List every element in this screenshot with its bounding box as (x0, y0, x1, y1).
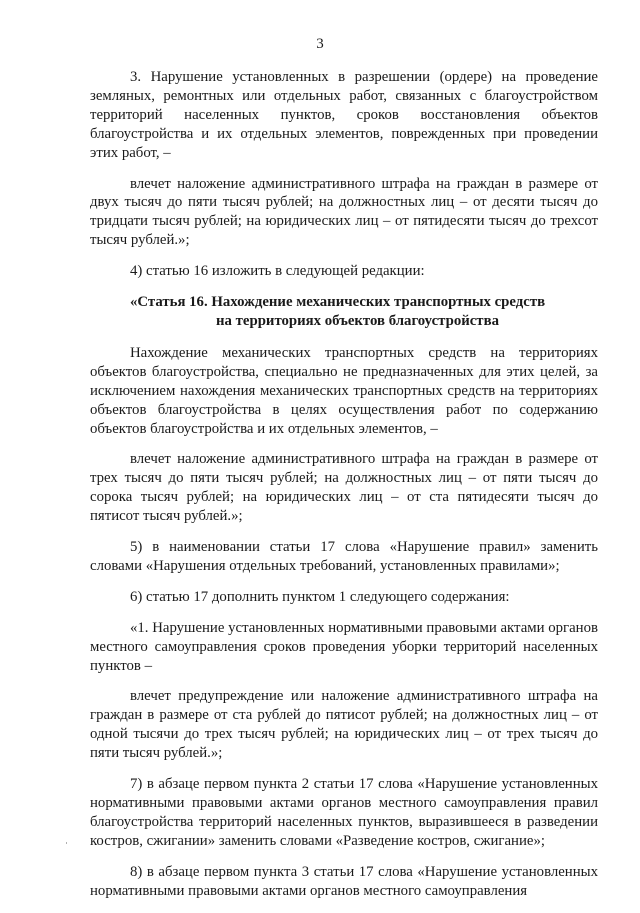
article-16-heading-line-1: «Статья 16. Нахождение механических транспортных средств (130, 294, 546, 311)
page-number: 3 (316, 36, 324, 52)
article-16-heading (90, 293, 598, 331)
paragraph-new-item-1-penalty: влечет предупреждение или наложение административного штрафа на граждан в размере от ста рублей до пятисот рублей; на должностных лиц – от одной тысячи до трех тысяч рублей; на юридических лиц – от трех тысяч до пяти тысяч рублей.»; (90, 688, 598, 762)
paragraph-amendment-5: 5) в наименовании статьи 17 слова «Нарушение правил» заменить словами «Нарушения отдельных требований, установленных правилами»; (90, 539, 598, 574)
paragraph-amendment-8: 8) в абзаце первом пункта 3 статьи 17 слова «Нарушение установленных нормативными правовыми актами органов местного самоуправления (90, 863, 598, 899)
paragraph-article-16-penalty: влечет наложение административного штрафа на граждан в размере от трех тысяч до пяти тысяч рублей; на должностных лиц – от пяти тысяч до сорока тысяч рублей; на юридических лиц – от ста пятидесяти тысяч до пятисот тысяч рублей.»; (90, 451, 598, 525)
paragraph-amendment-7: 7) в абзаце первом пункта 2 статьи 17 слова «Нарушение установленных нормативными правовыми актами органов местного самоуправления правил благоустройства территорий населенных пунктов, выразившееся в разведении костров, сжигании» заменить словами «Разведение костров, сжигание»; (90, 776, 598, 849)
paragraph-penalty-item-3: влечет наложение административного штрафа на граждан в размере от двух тысяч до пяти тысяч рублей; на должностных лиц – от десяти тысяч до тридцати тысяч рублей; на юридических лиц – от пятидесяти тысяч до трехсот тысяч рублей.»; (90, 175, 598, 249)
scan-speck (66, 842, 67, 844)
paragraph-new-item-1: «1. Нарушение установленных нормативными правовыми актами органов местного самоуправления сроков проведения уборки территорий населенных пунктов – (90, 619, 598, 674)
paragraph-article-16-body: Нахождение механических транспортных средств на территориях объектов благоустройства, специально не предназначенных для этих целей, за исключением нахождения механических транспортных средств на территориях объектов благоустройства в целях осуществления работ по содержанию объектов благоустройства и их отдельных элементов, – (90, 344, 598, 437)
paragraph-amendment-4: 4) статью 16 изложить в следующей редакции: (130, 263, 425, 280)
article-16-heading-line-2: на территориях объектов благоустройства (216, 312, 499, 329)
document-body (90, 68, 598, 913)
paragraph-amendment-6: 6) статью 17 дополнить пунктом 1 следующего содержания: (130, 588, 510, 605)
paragraph-item-3: 3. Нарушение установленных в разрешении (ордере) на проведение земляных, ремонтных или отдельных работ, связанных с благоустройством территорий населенных пунктов, сроков восстановления объектов благоустройства и их отдельных элементов, поврежденных при проведении этих работ, – (90, 69, 598, 161)
